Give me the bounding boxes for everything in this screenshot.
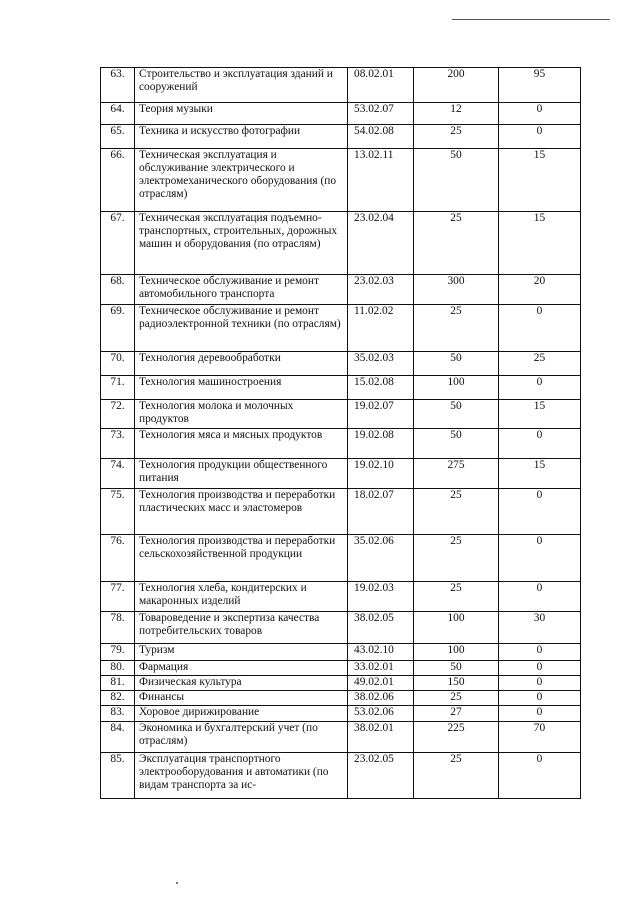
table-row (101, 149, 581, 212)
specialty-code: 11.02.02 (348, 305, 414, 352)
quota-secondary: 15 (499, 212, 581, 275)
specialty-code: 13.02.11 (348, 149, 414, 212)
quota-secondary: 0 (499, 376, 581, 400)
row-number: 63. (101, 68, 135, 103)
specialties-table-container (100, 67, 580, 799)
quota-total: 12 (414, 103, 499, 125)
specialty-code: 08.02.01 (348, 68, 414, 103)
quota-secondary: 0 (499, 103, 581, 125)
specialty-name: Техническая эксплуатация подъемно-транспортных, строительных, дорожных машин и оборудования (по отраслям) (135, 212, 348, 275)
quota-total: 27 (414, 706, 499, 722)
table-row (101, 305, 581, 352)
specialty-code: 23.02.04 (348, 212, 414, 275)
table-row (101, 212, 581, 275)
quota-secondary: 0 (499, 535, 581, 582)
quota-total: 300 (414, 275, 499, 305)
quota-total: 25 (414, 535, 499, 582)
table-row (101, 125, 581, 149)
specialty-name: Технология деревообработки (135, 352, 348, 376)
row-number: 75. (101, 489, 135, 535)
table-row (101, 489, 581, 535)
specialty-name: Экономика и бухгалтерский учет (по отраслям) (135, 722, 348, 753)
quota-secondary: 0 (499, 676, 581, 691)
specialty-name: Техническое обслуживание и ремонт автомобильного транспорта (135, 275, 348, 305)
specialty-code: 38.02.06 (348, 691, 414, 706)
specialty-name: Эксплуатация транспортного электрооборудования и автоматики (по видам транспорта за ис- (135, 753, 348, 799)
table-row (101, 644, 581, 661)
specialty-code: 19.02.10 (348, 459, 414, 489)
row-number: 81. (101, 676, 135, 691)
table-row (101, 691, 581, 706)
quota-secondary: 0 (499, 429, 581, 459)
row-number: 77. (101, 582, 135, 612)
table-row (101, 535, 581, 582)
specialty-name: Физическая культура (135, 676, 348, 691)
row-number: 66. (101, 149, 135, 212)
specialty-name: Хоровое дирижирование (135, 706, 348, 722)
quota-total: 100 (414, 376, 499, 400)
specialty-code: 38.02.01 (348, 722, 414, 753)
specialty-code: 35.02.03 (348, 352, 414, 376)
specialty-code: 49.02.01 (348, 676, 414, 691)
quota-total: 275 (414, 459, 499, 489)
quota-total: 50 (414, 149, 499, 212)
table-row (101, 459, 581, 489)
quota-secondary: 0 (499, 691, 581, 706)
quota-secondary: 15 (499, 400, 581, 429)
row-number: 80. (101, 661, 135, 676)
quota-secondary: 0 (499, 644, 581, 661)
row-number: 71. (101, 376, 135, 400)
table-row (101, 661, 581, 676)
table-row (101, 676, 581, 691)
specialty-name: Технология молока и молочных продуктов (135, 400, 348, 429)
row-number: 74. (101, 459, 135, 489)
quota-total: 25 (414, 489, 499, 535)
specialty-code: 19.02.07 (348, 400, 414, 429)
row-number: 70. (101, 352, 135, 376)
quota-secondary: 20 (499, 275, 581, 305)
row-number: 83. (101, 706, 135, 722)
specialty-name: Технология производства и переработки сельскохозяйственной продукции (135, 535, 348, 582)
table-row (101, 352, 581, 376)
quota-secondary: 0 (499, 305, 581, 352)
quota-secondary: 0 (499, 753, 581, 799)
specialty-code: 33.02.01 (348, 661, 414, 676)
specialty-name: Технология мяса и мясных продуктов (135, 429, 348, 459)
row-number: 69. (101, 305, 135, 352)
quota-total: 25 (414, 753, 499, 799)
specialty-code: 19.02.08 (348, 429, 414, 459)
specialty-name: Техническое обслуживание и ремонт радиоэлектронной техники (по отраслям) (135, 305, 348, 352)
specialty-name: Техника и искусство фотографии (135, 125, 348, 149)
specialty-name: Финансы (135, 691, 348, 706)
quota-secondary: 15 (499, 149, 581, 212)
row-number: 76. (101, 535, 135, 582)
specialty-name: Технология продукции общественного питания (135, 459, 348, 489)
quota-secondary: 0 (499, 125, 581, 149)
quota-secondary: 25 (499, 352, 581, 376)
quota-secondary: 15 (499, 459, 581, 489)
quota-secondary: 0 (499, 489, 581, 535)
quota-total: 25 (414, 125, 499, 149)
specialty-name: Техническая эксплуатация и обслуживание электрического и электромеханического оборудования (по отраслям) (135, 149, 348, 212)
quota-total: 225 (414, 722, 499, 753)
specialty-code: 35.02.06 (348, 535, 414, 582)
quota-total: 25 (414, 582, 499, 612)
header-rule (452, 19, 610, 20)
quota-total: 25 (414, 212, 499, 275)
quota-secondary: 0 (499, 582, 581, 612)
specialty-name: Фармация (135, 661, 348, 676)
specialty-name: Технология хлеба, кондитерских и макаронных изделий (135, 582, 348, 612)
specialty-name: Технология производства и переработки пластических масс и эластомеров (135, 489, 348, 535)
specialty-code: 43.02.10 (348, 644, 414, 661)
specialty-code: 23.02.03 (348, 275, 414, 305)
quota-total: 25 (414, 691, 499, 706)
specialty-name: Строительство и эксплуатация зданий и сооружений (135, 68, 348, 103)
quota-total: 150 (414, 676, 499, 691)
quota-total: 100 (414, 612, 499, 644)
table-row (101, 582, 581, 612)
table-row (101, 376, 581, 400)
row-number: 85. (101, 753, 135, 799)
row-number: 64. (101, 103, 135, 125)
quota-total: 100 (414, 644, 499, 661)
specialty-name: Теория музыки (135, 103, 348, 125)
table-row (101, 612, 581, 644)
table-row (101, 722, 581, 753)
row-number: 68. (101, 275, 135, 305)
table-row (101, 275, 581, 305)
specialties-table (100, 67, 581, 799)
specialty-code: 53.02.07 (348, 103, 414, 125)
table-row (101, 103, 581, 125)
quota-secondary: 0 (499, 706, 581, 722)
quota-total: 50 (414, 400, 499, 429)
row-number: 82. (101, 691, 135, 706)
specialty-name: Туризм (135, 644, 348, 661)
quota-total: 200 (414, 68, 499, 103)
row-number: 67. (101, 212, 135, 275)
specialty-name: Технология машиностроения (135, 376, 348, 400)
table-row (101, 706, 581, 722)
table-row (101, 400, 581, 429)
quota-total: 50 (414, 429, 499, 459)
quota-secondary: 95 (499, 68, 581, 103)
quota-total: 50 (414, 661, 499, 676)
table-row (101, 68, 581, 103)
quota-total: 50 (414, 352, 499, 376)
specialty-name: Товароведение и экспертиза качества потребительских товаров (135, 612, 348, 644)
quota-secondary: 30 (499, 612, 581, 644)
specialty-code: 23.02.05 (348, 753, 414, 799)
specialty-code: 54.02.08 (348, 125, 414, 149)
specialty-code: 19.02.03 (348, 582, 414, 612)
row-number: 79. (101, 644, 135, 661)
specialty-code: 53.02.06 (348, 706, 414, 722)
row-number: 73. (101, 429, 135, 459)
table-row (101, 429, 581, 459)
specialty-code: 18.02.07 (348, 489, 414, 535)
scan-speck (176, 882, 178, 884)
quota-secondary: 0 (499, 661, 581, 676)
row-number: 65. (101, 125, 135, 149)
table-row (101, 753, 581, 799)
specialty-code: 15.02.08 (348, 376, 414, 400)
quota-secondary: 70 (499, 722, 581, 753)
row-number: 84. (101, 722, 135, 753)
row-number: 78. (101, 612, 135, 644)
quota-total: 25 (414, 305, 499, 352)
row-number: 72. (101, 400, 135, 429)
specialty-code: 38.02.05 (348, 612, 414, 644)
